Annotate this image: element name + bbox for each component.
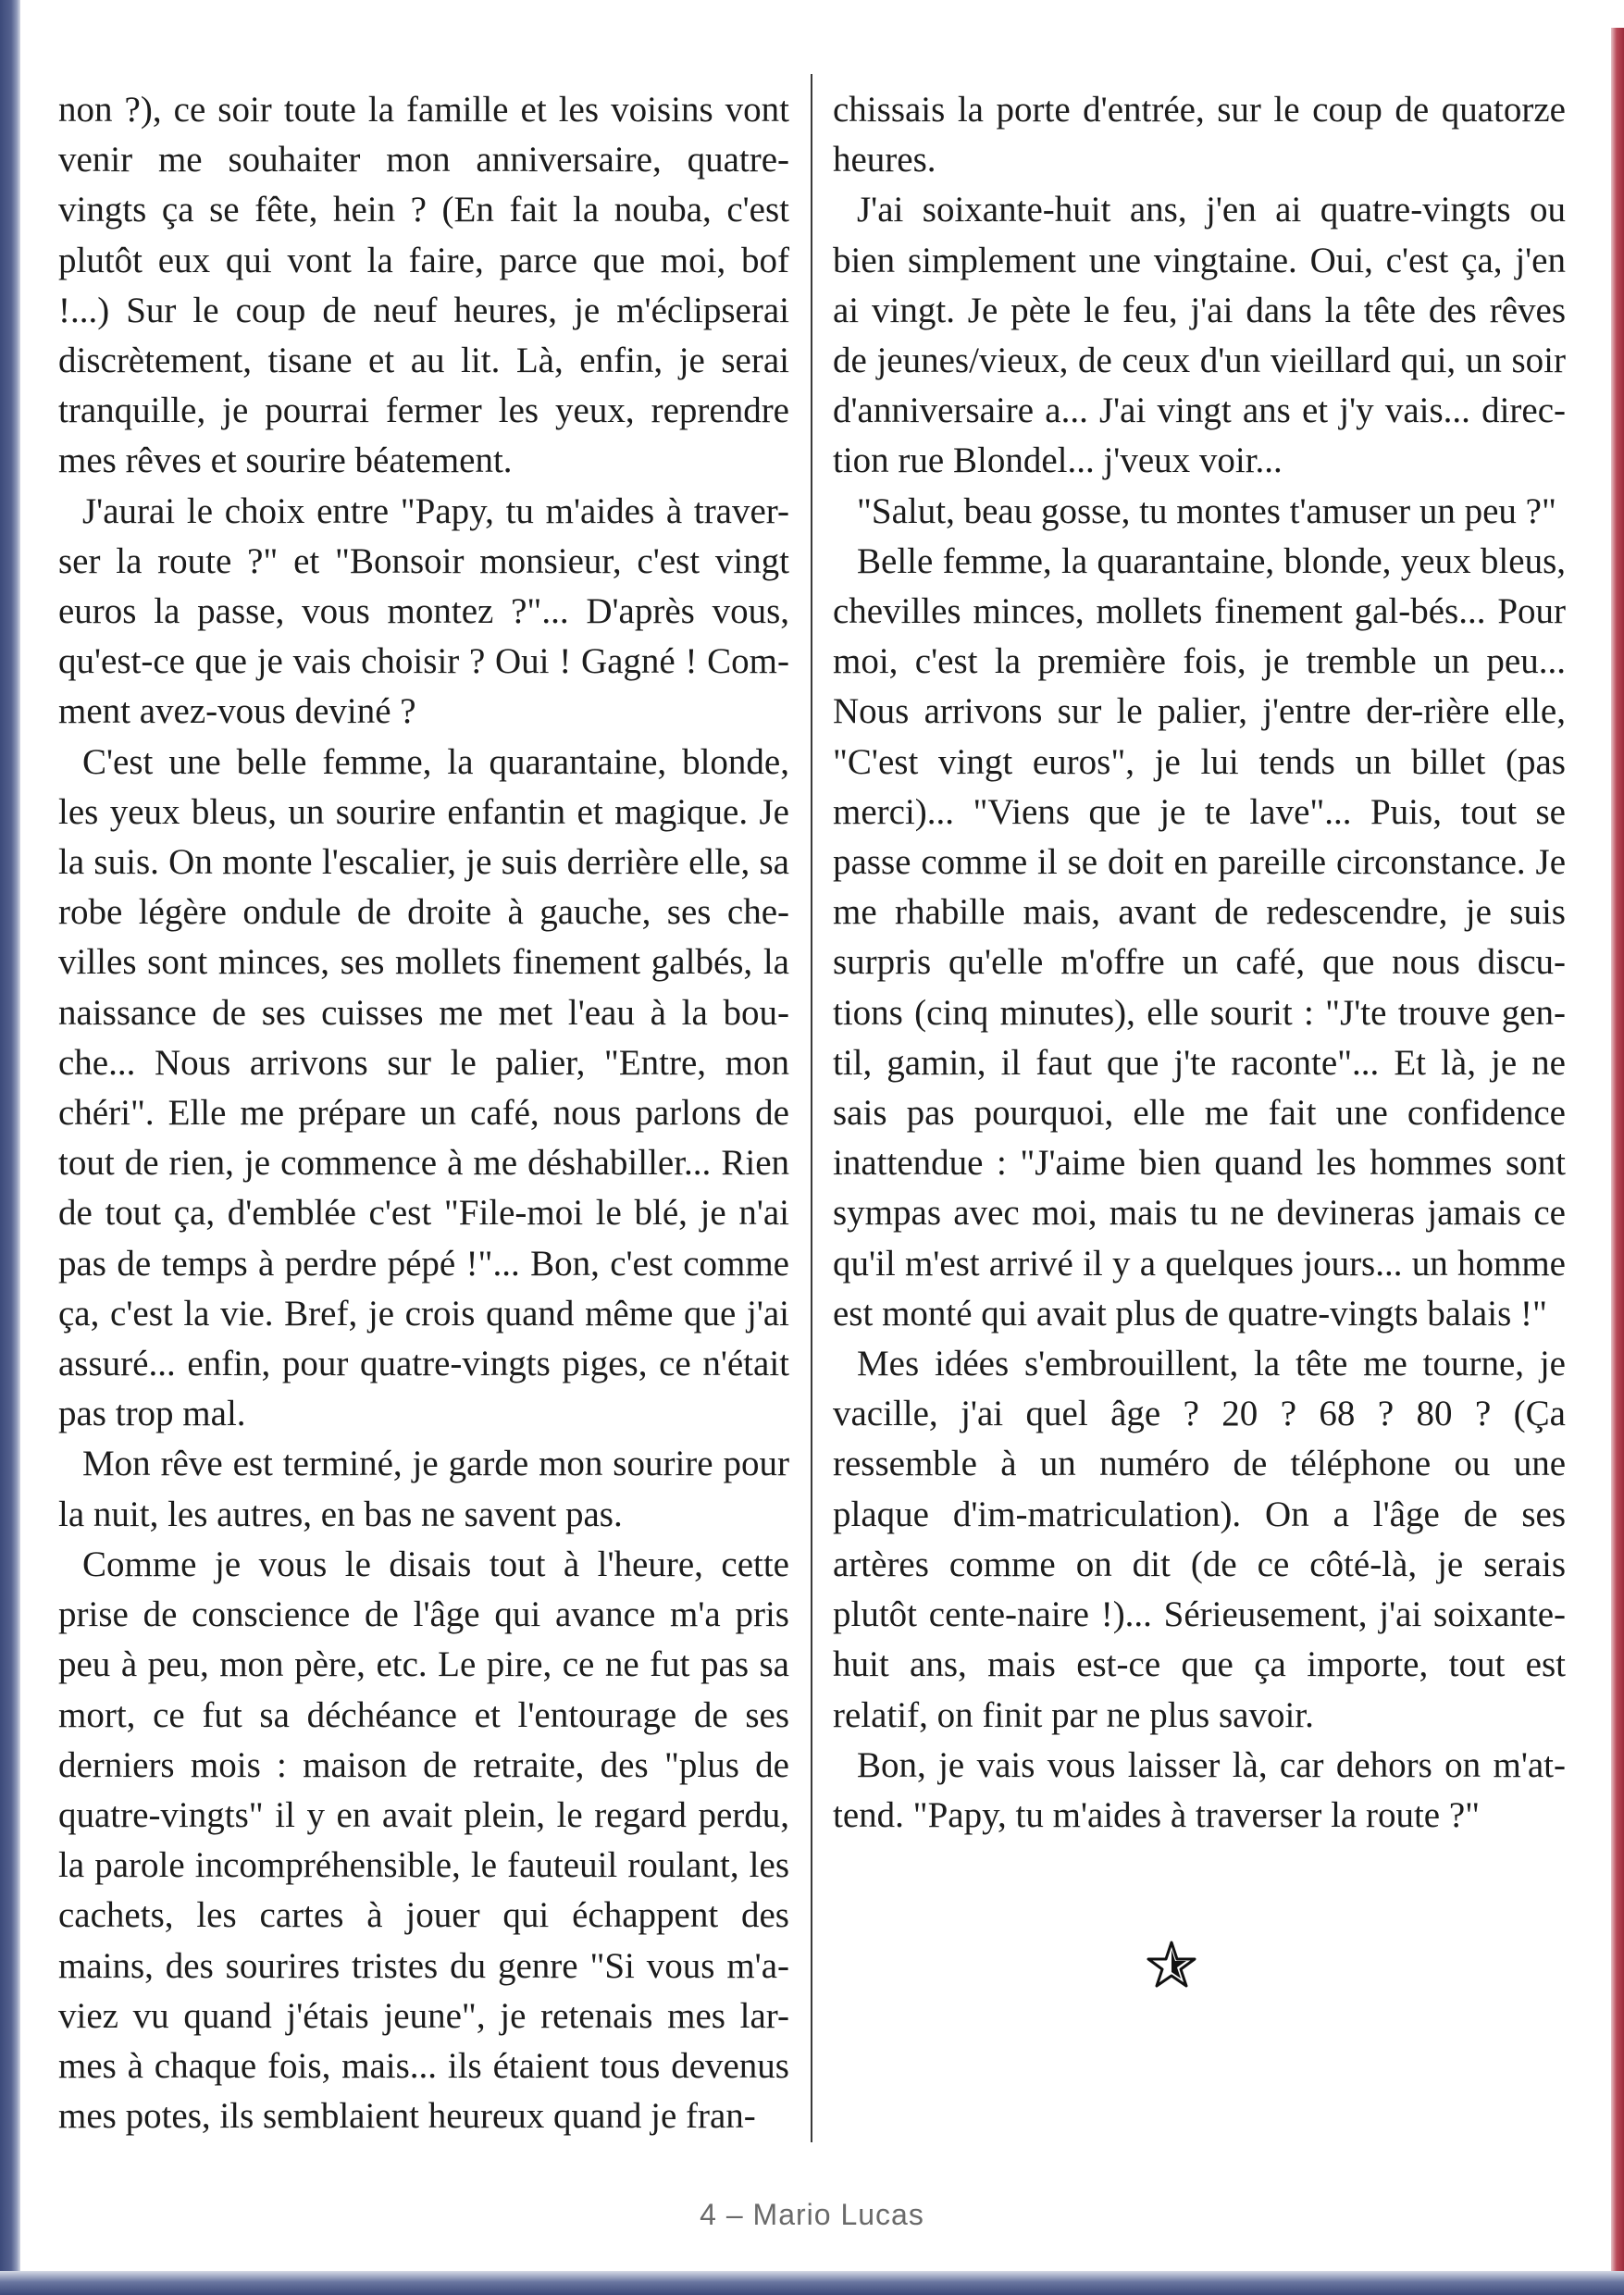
paragraph: C'est une belle femme, la quarantaine, blonde, les yeux bleus, un sourire enfantin et magique. Je la suis. On monte l'escalier, je suis derrière elle, sa robe légère ondule de droite à gauche, ses che-villes sont minces, ses mollets finement galbés, la naissance de ses cuisses me met l'eau à la bou-che... Nous arrivons sur le palier, "Entre, mon chéri". Elle me prépare un café, nous parlons de tout de rien, je commence à me déshabiller... Rien de tout ça, d'emblée c'est "File-moi le blé, je n'ai pas de temps à perdre pépé !"... Bon, c'est comme ça, c'est la vie. Bref, je crois quand même que j'ai assuré... enfin, pour quatre-vingts piges, ce n'était pas trop mal. — [58, 741, 789, 1434]
column-divider — [811, 74, 812, 2142]
paragraph: Comme je vous le disais tout à l'heure, cette prise de conscience de l'âge qui avance m'a pris peu à peu, mon père, etc. Le pire, ce ne fut pas sa mort, ce fut sa déchéance et l'entourage de ses derniers mois : maison de retraite, des "plus de quatre-vingts" il y en avait plein, le regard perdu, la parole incompréhensible, le fauteuil roulant, les cachets, les cartes à jouer qui échappent des mains, des sourires tristes du genre "Si vous m'a-viez vu quand j'étais jeune", je retenais mes lar-mes à chaque fois, mais... ils étaient tous devenus mes potes, ils semblaient heureux quand je fran- — [58, 1544, 789, 2137]
page-border-bottom — [0, 2271, 1624, 2295]
paragraph: Bon, je vais vous laisser là, car dehors on m'at-tend. "Papy, tu m'aides à traverser la route ?" — [833, 1744, 1566, 1835]
paragraph: J'aurai le choix entre "Papy, tu m'aides à traver-ser la route ?" et "Bonsoir monsieur, c'est vingt euros la passe, vous montez ?"... D'après vous, qu'est-ce que je vais choisir ? Oui ! Gagné ! Com-ment avez-vous deviné ? — [58, 490, 789, 732]
left-text-column — [58, 85, 789, 2141]
paragraph: non ?), ce soir toute la famille et les voisins vont venir me souhaiter mon anniversaire, quatre-vingts ça se fête, hein ? (En fait la nouba, c'est plutôt eux qui vont la faire, parce que moi, bof !...) Sur le coup de neuf heures, je m'éclipserai discrètement, tisane et au lit. Là, enfin, je serai tranquille, je pourrai fermer les yeux, reprendre mes rêves et sourire béatement. — [58, 90, 789, 481]
page-footer: 4 – Mario Lucas — [700, 2198, 924, 2231]
page-corner — [1596, 0, 1624, 28]
page-border-left — [0, 0, 20, 2295]
page-border-right — [1611, 0, 1624, 2295]
paragraph: chissais la porte d'entrée, sur le coup de quatorze heures. — [833, 90, 1566, 180]
paragraph: Mes idées s'embrouillent, la tête me tourne, je vacille, j'ai quel âge ? 20 ? 68 ? 80 ? (Ça ressemble à un numéro de téléphone ou une plaque d'im-matriculation). On a l'âge de ses artères comme on dit (de ce côté-là, je serais plutôt cente-naire !)... Sérieusement, j'ai soixante-huit ans, mais est-ce que ça importe, tout est relatif, on finit par ne plus savoir. — [833, 1344, 1566, 1735]
paragraph: Mon rêve est terminé, je garde mon sourire pour la nuit, les autres, en bas ne savent pas. — [58, 1444, 789, 1534]
paragraph: "Salut, beau gosse, tu montes t'amuser un peu ?" — [857, 490, 1556, 531]
paragraph: J'ai soixante-huit ans, j'en ai quatre-vingts ou bien simplement une vingtaine. Oui, c'est ça, j'en ai vingt. Je pète le feu, j'ai dans la tête des rêves de jeunes/vieux, de ceux d'un vieillard qui, un soir d'anniversaire a... J'ai vingt ans et j'y vais... direc-tion rue Blondel... j'veux voir... — [833, 190, 1566, 481]
paragraph: Belle femme, la quarantaine, blonde, yeux bleus, chevilles minces, mollets finement gal-bés... Pour moi, c'est la première fois, je tremble un peu... Nous arrivons sur le palier, j'entre der-rière elle, "C'est vingt euros", je lui tends un billet (pas merci)... "Viens que je te lave"... Puis, tout se passe comme il se doit en pareille circonstance. Je me rhabille mais, avant de redescendre, je suis surpris qu'elle m'offre un café, que nous discu-tions (cinq minutes), elle sourit : "J'te trouve gen-til, gamin, il faut que j'te raconte"... Et là, je ne sais pas pourquoi, elle me fait une confidence inattendue : "J'aime bien quand les hommes sont sympas avec moi, mais tu ne devineras jamais ce qu'il m'est arrivé il y a quelques jours... un homme est monté qui avait plus de quatre-vingts balais !" — [833, 540, 1566, 1334]
star-icon — [1144, 1937, 1199, 1992]
right-text-column — [833, 85, 1566, 1841]
